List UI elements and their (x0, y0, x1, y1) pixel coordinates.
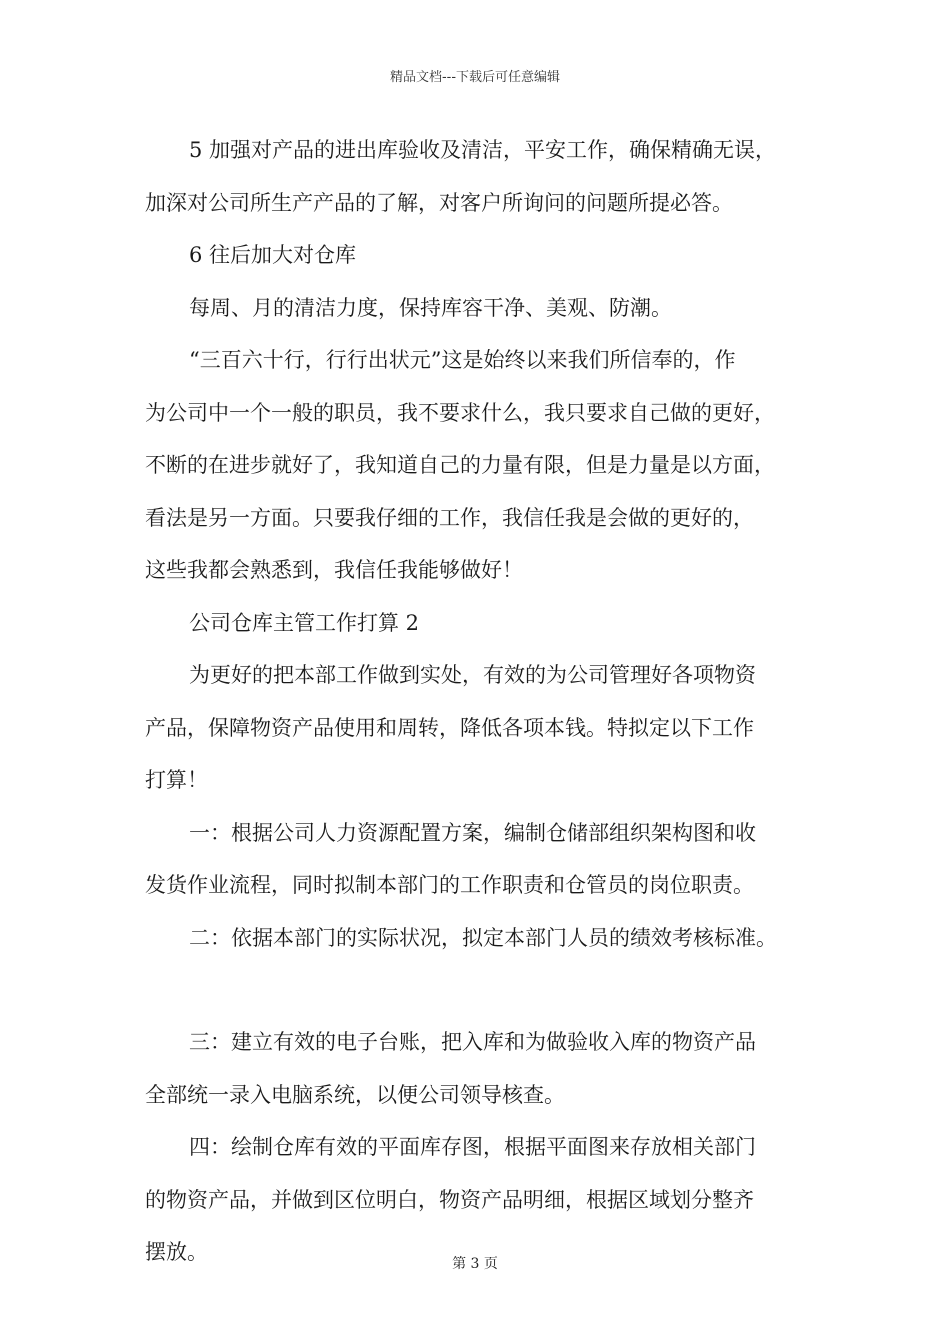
paragraph-line: 的物资产品，并做到区位明白，物资产品明细，根据区域划分整齐 (145, 1187, 754, 1212)
paragraph-line: 5 加强对产品的进出库验收及清洁，平安工作，确保精确无误， (189, 138, 777, 162)
blank-line (145, 968, 825, 1020)
document-body (145, 128, 825, 1283)
page-header: 精品文档---下载后可任意编辑 (389, 70, 561, 85)
paragraph-line: 打算！ (145, 768, 208, 792)
paragraph-line: 全部统一录入电脑系统，以便公司领导核查。 (145, 1082, 565, 1107)
paragraph-line: 三：建立有效的电子台账，把入库和为做验收入库的物资产品 (189, 1030, 756, 1054)
paragraph-line: 摆放。 (145, 1240, 208, 1264)
paragraph-line: 二：依据本部门的实际状况，拟定本部门人员的绩效考核标准。 (189, 925, 777, 950)
paragraph-line: 不断的在进步就好了，我知道自己的力量有限，但是力量是以方面， (145, 453, 775, 477)
paragraph-line: 6 往后加大对仓库 (189, 243, 357, 267)
paragraph-line: 四：绘制仓库有效的平面库存图，根据平面图来存放相关部门 (189, 1135, 756, 1159)
paragraph-line: 这些我都会熟悉到，我信任我能够做好！ (145, 558, 523, 582)
paragraph-line: 产品，保障物资产品使用和周转，降低各项本钱。特拟定以下工作 (145, 715, 754, 740)
paragraph-line: 一：根据公司人力资源配置方案，编制仓储部组织架构图和收 (189, 820, 756, 845)
paragraph-line: 为公司中一个一般的职员，我不要求什么，我只要求自己做的更好， (145, 400, 775, 425)
section-heading: 公司仓库主管工作打算 2 (189, 610, 420, 635)
paragraph-line: “三百六十行，行行出状元”这是始终以来我们所信奉的，作 (189, 348, 736, 372)
paragraph-line: 为更好的把本部工作做到实处，有效的为公司管理好各项物资 (189, 663, 756, 687)
paragraph-line: 每周、月的清洁力度，保持库容干净、美观、防潮。 (189, 295, 672, 320)
paragraph-line: 发货作业流程，同时拟制本部门的工作职责和仓管员的岗位职责。 (145, 873, 754, 897)
page-number: 第 3 页 (452, 1256, 498, 1272)
paragraph-line: 加深对公司所生产产品的了解，对客户所询问的问题所提必答。 (145, 190, 733, 215)
paragraph-line: 看法是另一方面。只要我仔细的工作，我信任我是会做的更好的， (145, 505, 754, 530)
